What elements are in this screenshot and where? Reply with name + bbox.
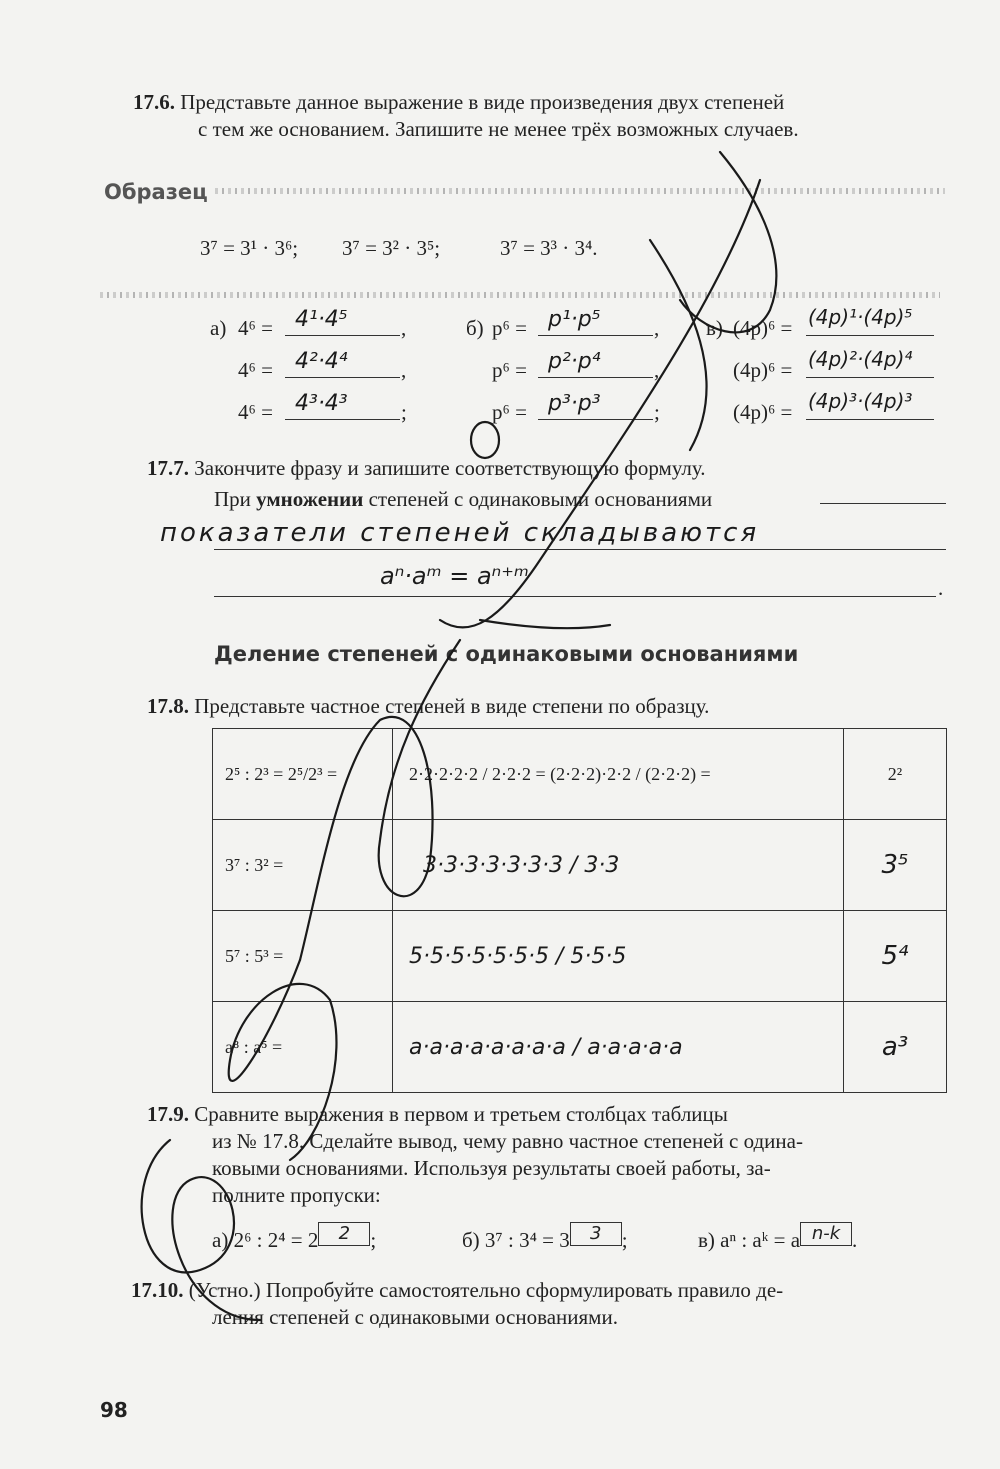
exercise-number: 17.10. — [131, 1278, 184, 1302]
scribble-stroke — [480, 620, 610, 628]
exercise-number: 17.6. — [133, 90, 175, 114]
exercise-number: 17.9. — [147, 1102, 189, 1126]
scribble-stroke — [471, 422, 499, 458]
exercise-number: 17.8. — [147, 694, 189, 718]
col-a-base-3: 4⁶ = — [238, 400, 273, 424]
task-line-1: (Устно.) Попробуйте самостоятельно сформулировать правило де- — [188, 1278, 784, 1302]
table-row — [213, 911, 947, 1002]
task-line-2: с тем же основанием. Запишите не менее трёх возможных случаев. — [198, 117, 799, 141]
punct: , — [401, 358, 407, 382]
punct: ; — [654, 400, 660, 424]
answer-line — [214, 596, 936, 597]
task-line-3: ковыми основаниями. Используя результаты своей работы, за- — [212, 1156, 771, 1180]
division-table — [212, 728, 947, 1093]
punct: , — [401, 316, 407, 340]
col-b-base-1: p⁶ = — [492, 316, 527, 340]
cell-right: 5⁴ — [844, 911, 947, 1002]
task-line-2: из № 17.8. Сделайте вывод, чему равно частное степеней с одина- — [212, 1129, 803, 1153]
answer-line — [285, 377, 400, 378]
answer-line — [806, 335, 934, 336]
col-a-answer-3: 4³·4³ — [295, 391, 348, 416]
task-text: Представьте частное степеней в виде степени по образцу. — [194, 694, 710, 718]
fill-c — [698, 1222, 857, 1253]
answer-line — [285, 419, 400, 420]
ex-17-7-text — [147, 456, 706, 481]
col-a-label: а) — [210, 316, 227, 340]
sample-1: 3⁷ = 3¹ · 3⁶; — [200, 236, 299, 260]
punct: . — [938, 576, 944, 600]
task-line-2 — [214, 487, 712, 512]
fill-a — [212, 1222, 376, 1253]
sample-title: Образец — [104, 180, 208, 204]
col-c-base-1: (4p)⁶ = — [733, 316, 793, 340]
col-b-base-3: p⁶ = — [492, 400, 527, 424]
exercise-number: 17.7. — [147, 456, 189, 480]
fill-b — [462, 1222, 628, 1253]
col-a-answer-2: 4²·4⁴ — [295, 349, 348, 374]
table-row — [213, 1002, 947, 1093]
text-pre: При — [214, 487, 257, 511]
page-number: 98 — [100, 1398, 128, 1422]
sample-border-bottom — [100, 292, 940, 298]
cell-mid: 5·5·5·5·5·5·5 / 5·5·5 — [393, 911, 844, 1002]
answer-line — [285, 335, 400, 336]
sample-2: 3⁷ = 3² · 3⁵; — [342, 236, 441, 260]
answer-phrase: показатели степеней складываются — [160, 518, 760, 548]
task-line-4: полните пропуски: — [212, 1183, 381, 1207]
col-b-base-2: p⁶ = — [492, 358, 527, 382]
cell-mid: a·a·a·a·a·a·a·a / a·a·a·a·a — [393, 1002, 844, 1093]
col-c-base-3: (4p)⁶ = — [733, 400, 793, 424]
answer-line — [806, 377, 934, 378]
col-c-answer-2: (4p)²·(4p)⁴ — [808, 347, 913, 371]
ex-17-6-text — [133, 90, 784, 115]
col-a-answer-1: 4¹·4⁵ — [295, 307, 348, 332]
answer-line — [806, 419, 934, 420]
cell-mid: 3·3·3·3·3·3·3 / 3·3 — [393, 820, 844, 911]
punct: . — [852, 1228, 858, 1252]
punct: ; — [621, 1228, 628, 1252]
fill-label: а) 2⁶ : 2⁴ = 2 — [212, 1228, 319, 1252]
text-post: степеней с одинаковыми основаниями — [363, 487, 713, 511]
answer-formula: aⁿ·aᵐ = aⁿ⁺ᵐ — [380, 562, 529, 590]
fill-label: б) 3⁷ : 3⁴ = 3 — [462, 1228, 570, 1252]
ex-17-9-text — [147, 1102, 947, 1127]
answer-line — [538, 335, 653, 336]
answer-box: 2 — [318, 1222, 370, 1246]
task-line-1: Представьте данное выражение в виде произведения двух степеней — [180, 90, 785, 114]
punct: , — [654, 358, 660, 382]
answer-box: 3 — [570, 1222, 622, 1246]
punct: , — [654, 316, 660, 340]
text-bold: умножении — [256, 487, 364, 511]
fill-label: в) aⁿ : aᵏ = a — [698, 1228, 801, 1252]
task-line-1: Закончите фразу и запишите соответствующую формулу. — [194, 456, 706, 480]
scribble-stroke — [680, 152, 776, 332]
col-a-base-1: 4⁶ = — [238, 316, 273, 340]
cell-mid: 2·2·2·2·2 / 2·2·2 = (2·2·2)·2·2 / (2·2·2) = — [393, 729, 844, 820]
punct: ; — [370, 1228, 377, 1252]
table-row — [213, 729, 947, 820]
section-title: Деление степеней с одинаковыми основаниями — [214, 642, 799, 666]
cell-right: 3⁵ — [844, 820, 947, 911]
cell-left: a⁸ : a⁵ = — [213, 1002, 393, 1093]
col-c-answer-1: (4p)¹·(4p)⁵ — [808, 305, 913, 329]
cell-right: 2² — [844, 729, 947, 820]
answer-box: n-k — [800, 1222, 852, 1246]
col-b-answer-2: p²·p⁴ — [548, 349, 601, 374]
col-c-answer-3: (4p)³·(4p)³ — [808, 389, 913, 413]
cell-left: 3⁷ : 3² = — [213, 820, 393, 911]
cell-left: 5⁷ : 5³ = — [213, 911, 393, 1002]
task-line-1: Сравните выражения в первом и третьем столбцах таблицы — [194, 1102, 728, 1126]
answer-line — [214, 549, 946, 550]
cell-right: a³ — [844, 1002, 947, 1093]
col-b-label: б) — [466, 316, 484, 340]
col-c-base-2: (4p)⁶ = — [733, 358, 793, 382]
sample-border-top — [215, 188, 945, 194]
sample-3: 3⁷ = 3³ · 3⁴. — [500, 236, 598, 260]
col-a-base-2: 4⁶ = — [238, 358, 273, 382]
answer-line — [538, 419, 653, 420]
ex-17-8-text — [147, 694, 709, 719]
col-c-label: в) — [706, 316, 723, 340]
answer-line — [538, 377, 653, 378]
col-b-answer-1: p¹·p⁵ — [548, 307, 601, 332]
answer-line — [820, 503, 946, 504]
table-row — [213, 820, 947, 911]
ex-17-10-text — [131, 1278, 783, 1303]
cell-left: 2⁵ : 2³ = 2⁵/2³ = — [213, 729, 393, 820]
punct: ; — [401, 400, 407, 424]
col-b-answer-3: p³·p³ — [548, 391, 601, 416]
task-line-2: ления степеней с одинаковыми основаниями. — [212, 1305, 618, 1329]
